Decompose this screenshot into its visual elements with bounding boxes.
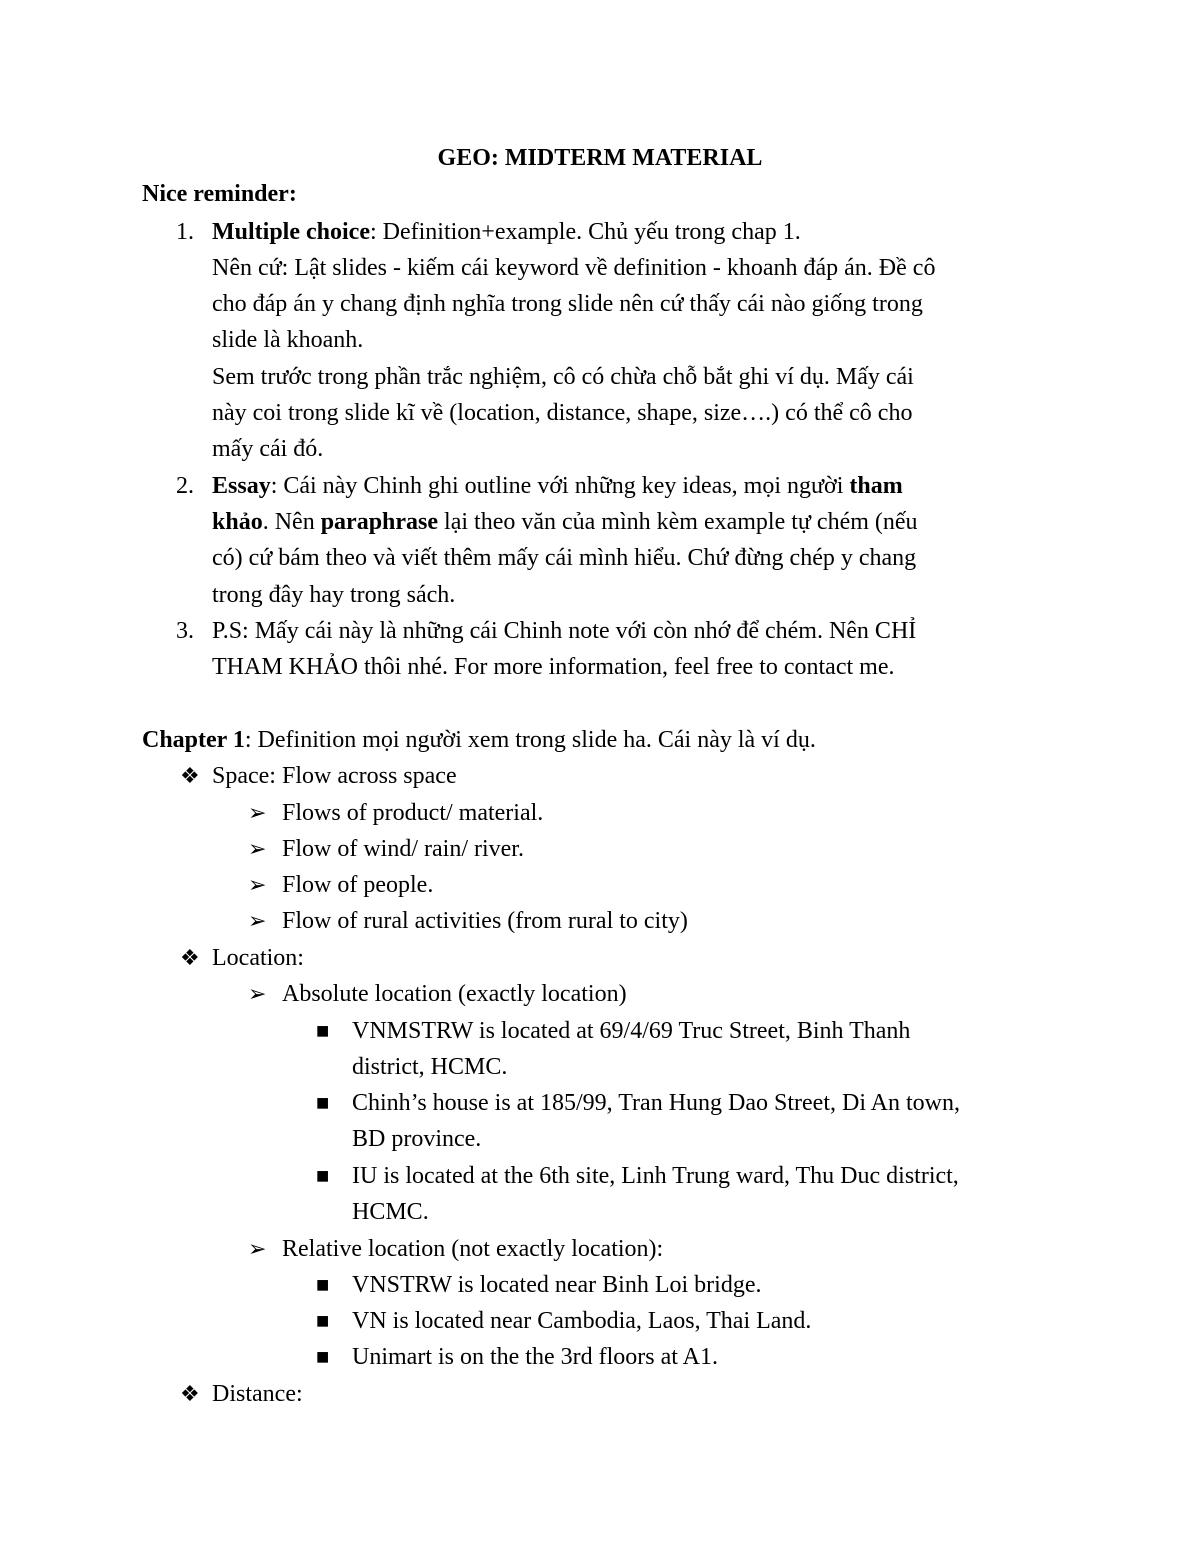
square-bullet-icon: ■ bbox=[316, 1272, 330, 1297]
list-item-continuation: district, HCMC. bbox=[352, 1054, 508, 1080]
item-number: 2. bbox=[176, 473, 194, 499]
list-item: VN is located near Cambodia, Laos, Thai Land. bbox=[352, 1308, 812, 1334]
item-1-line-6: này coi trong slide kĩ về (location, distance, shape, size….) có thể cô cho bbox=[212, 400, 913, 426]
arrow-bullet-icon: ➢ bbox=[248, 836, 267, 861]
item-1-line-4: slide là khoanh. bbox=[212, 327, 364, 353]
space-label: Space: Flow across space bbox=[212, 763, 457, 789]
item-1-line-7: mấy cái đó. bbox=[212, 436, 324, 462]
chapter-heading: Chapter 1: Definition mọi người xem trong slide ha. Cái này là ví dụ. bbox=[142, 727, 816, 753]
arrow-bullet-icon: ➢ bbox=[248, 1236, 267, 1261]
list-item-continuation: HCMC. bbox=[352, 1199, 429, 1225]
item-2-line-1: Essay: Cái này Chinh ghi outline với những key ideas, mọi người tham bbox=[212, 473, 903, 499]
item-1-line-5: Sem trước trong phần trắc nghiệm, cô có chừa chỗ bắt ghi ví dụ. Mấy cái bbox=[212, 364, 914, 390]
page-title: GEO: MIDTERM MATERIAL bbox=[437, 145, 763, 171]
list-item: Flow of rural activities (from rural to city) bbox=[282, 908, 688, 934]
list-item: VNMSTRW is located at 69/4/69 Truc Street, Binh Thanh bbox=[352, 1018, 911, 1044]
square-bullet-icon: ■ bbox=[316, 1090, 330, 1115]
list-item: Flows of product/ material. bbox=[282, 800, 544, 826]
relative-location-label: Relative location (not exactly location): bbox=[282, 1236, 664, 1262]
diamond-bullet-icon: ❖ bbox=[180, 945, 200, 970]
square-bullet-icon: ■ bbox=[316, 1308, 330, 1333]
item-2-line-3: có) cứ bám theo và viết thêm mấy cái mình hiểu. Chứ đừng chép y chang bbox=[212, 545, 917, 571]
location-label: Location: bbox=[212, 945, 304, 971]
item-number: 1. bbox=[176, 219, 194, 245]
item-3-line-1: P.S: Mấy cái này là những cái Chinh note với còn nhớ để chém. Nên CHỈ bbox=[212, 618, 917, 644]
list-item: Flow of people. bbox=[282, 872, 434, 898]
item-1-line-3: cho đáp án y chang định nghĩa trong slide nên cứ thấy cái nào giống trong bbox=[212, 291, 923, 317]
item-2-line-2: khảo. Nên paraphrase lại theo văn của mình kèm example tự chém (nếu bbox=[212, 509, 918, 535]
item-1-line-1: Multiple choice: Definition+example. Chủ yếu trong chap 1. bbox=[212, 219, 801, 245]
square-bullet-icon: ■ bbox=[316, 1163, 330, 1188]
arrow-bullet-icon: ➢ bbox=[248, 908, 267, 933]
list-item: Chinh’s house is at 185/99, Tran Hung Dao Street, Di An town, bbox=[352, 1090, 961, 1116]
list-item: Unimart is on the the 3rd floors at A1. bbox=[352, 1344, 718, 1370]
distance-label: Distance: bbox=[212, 1381, 303, 1407]
item-1-line-2: Nên cứ: Lật slides - kiếm cái keyword về definition - khoanh đáp án. Đề cô bbox=[212, 255, 936, 281]
item-2-line-4: trong đây hay trong sách. bbox=[212, 582, 456, 608]
square-bullet-icon: ■ bbox=[316, 1344, 330, 1369]
arrow-bullet-icon: ➢ bbox=[248, 981, 267, 1006]
item-number: 3. bbox=[176, 618, 194, 644]
list-item: IU is located at the 6th site, Linh Trung ward, Thu Duc district, bbox=[352, 1163, 959, 1189]
list-item-continuation: BD province. bbox=[352, 1126, 482, 1152]
arrow-bullet-icon: ➢ bbox=[248, 872, 267, 897]
arrow-bullet-icon: ➢ bbox=[248, 800, 267, 825]
item-3-line-2: THAM KHẢO thôi nhé. For more information, feel free to contact me. bbox=[212, 654, 895, 680]
diamond-bullet-icon: ❖ bbox=[180, 763, 200, 788]
list-item: VNSTRW is located near Binh Loi bridge. bbox=[352, 1272, 762, 1298]
reminder-heading: Nice reminder: bbox=[142, 181, 297, 207]
list-item: Flow of wind/ rain/ river. bbox=[282, 836, 524, 862]
diamond-bullet-icon: ❖ bbox=[180, 1381, 200, 1406]
absolute-location-label: Absolute location (exactly location) bbox=[282, 981, 627, 1007]
square-bullet-icon: ■ bbox=[316, 1018, 330, 1043]
